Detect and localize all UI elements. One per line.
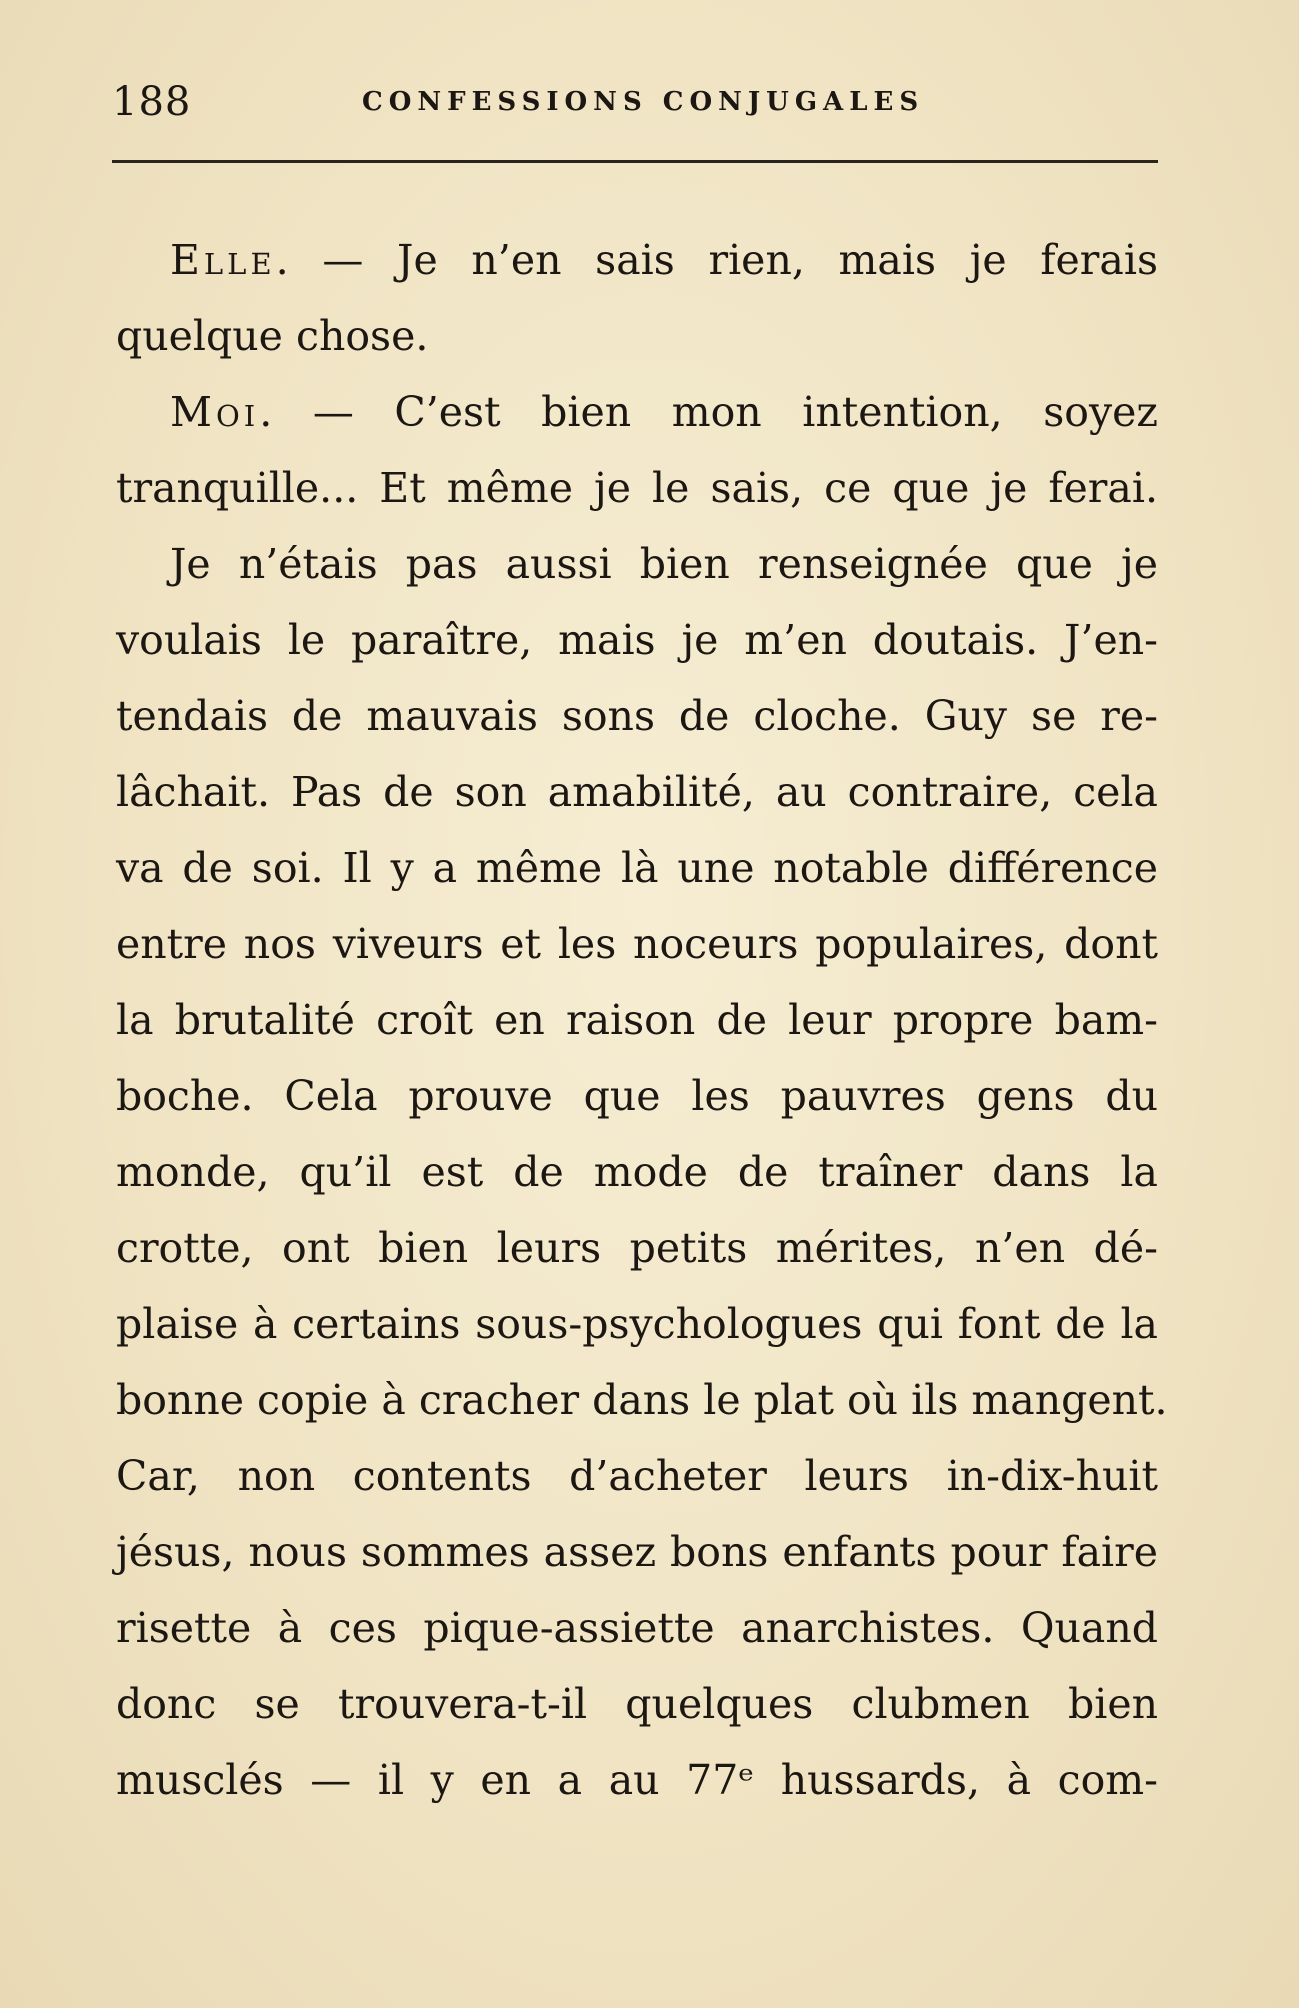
text-line — [116, 374, 1158, 450]
dialogue-text: . — Je n’en sais rien, mais je ferais — [275, 236, 1158, 284]
text-line: va de soi. Il y a même là une notable différence — [116, 844, 1158, 892]
text-line — [116, 222, 1158, 298]
text-line: risette à ces pique-assiette anarchistes. Quand — [116, 1604, 1158, 1652]
text-line: crotte, ont bien leurs petits mérites, n’en dé- — [116, 1224, 1158, 1272]
text-line: Car, non contents d’acheter leurs in-dix-huit — [116, 1452, 1158, 1500]
dialogue-text: . — C’est bien mon intention, soyez — [259, 388, 1158, 436]
text-line: lâchait. Pas de son amabilité, au contraire, cela — [116, 768, 1158, 816]
text-line: voulais le paraître, mais je m’en doutais. J’en- — [116, 616, 1158, 664]
speaker-label: Elle — [170, 236, 276, 284]
text-line: Je n’étais pas aussi bien renseignée que je — [170, 540, 1158, 588]
page-number: 188 — [112, 79, 192, 125]
text-line: monde, qu’il est de mode de traîner dans la — [116, 1148, 1158, 1196]
text-line: la brutalité croît en raison de leur propre bam- — [116, 996, 1158, 1044]
text-line: bonne copie à cracher dans le plat où ils mangent. — [116, 1376, 1168, 1424]
running-head — [112, 72, 1158, 132]
text-line: tendais de mauvais sons de cloche. Guy se re- — [116, 692, 1158, 740]
text-line: plaise à certains sous-psychologues qui font de la — [116, 1300, 1158, 1348]
text-line: quelque chose. — [116, 312, 429, 360]
text-line: donc se trouvera-t-il quelques clubmen bien — [116, 1680, 1158, 1728]
text-line: boche. Cela prouve que les pauvres gens du — [116, 1072, 1158, 1120]
running-title: CONFESSIONS CONJUGALES — [362, 87, 925, 117]
header-rule — [112, 160, 1158, 163]
text-line: entre nos viveurs et les noceurs populaires, dont — [116, 920, 1158, 968]
text-line: jésus, nous sommes assez bons enfants pour faire — [116, 1528, 1158, 1576]
body-text — [116, 222, 1168, 1818]
text-line: tranquille... Et même je le sais, ce que je ferai. — [116, 464, 1158, 512]
speaker-label: Moi — [170, 388, 260, 436]
text-line: musclés — il y en a au 77ᵉ hussards, à com- — [116, 1756, 1158, 1804]
